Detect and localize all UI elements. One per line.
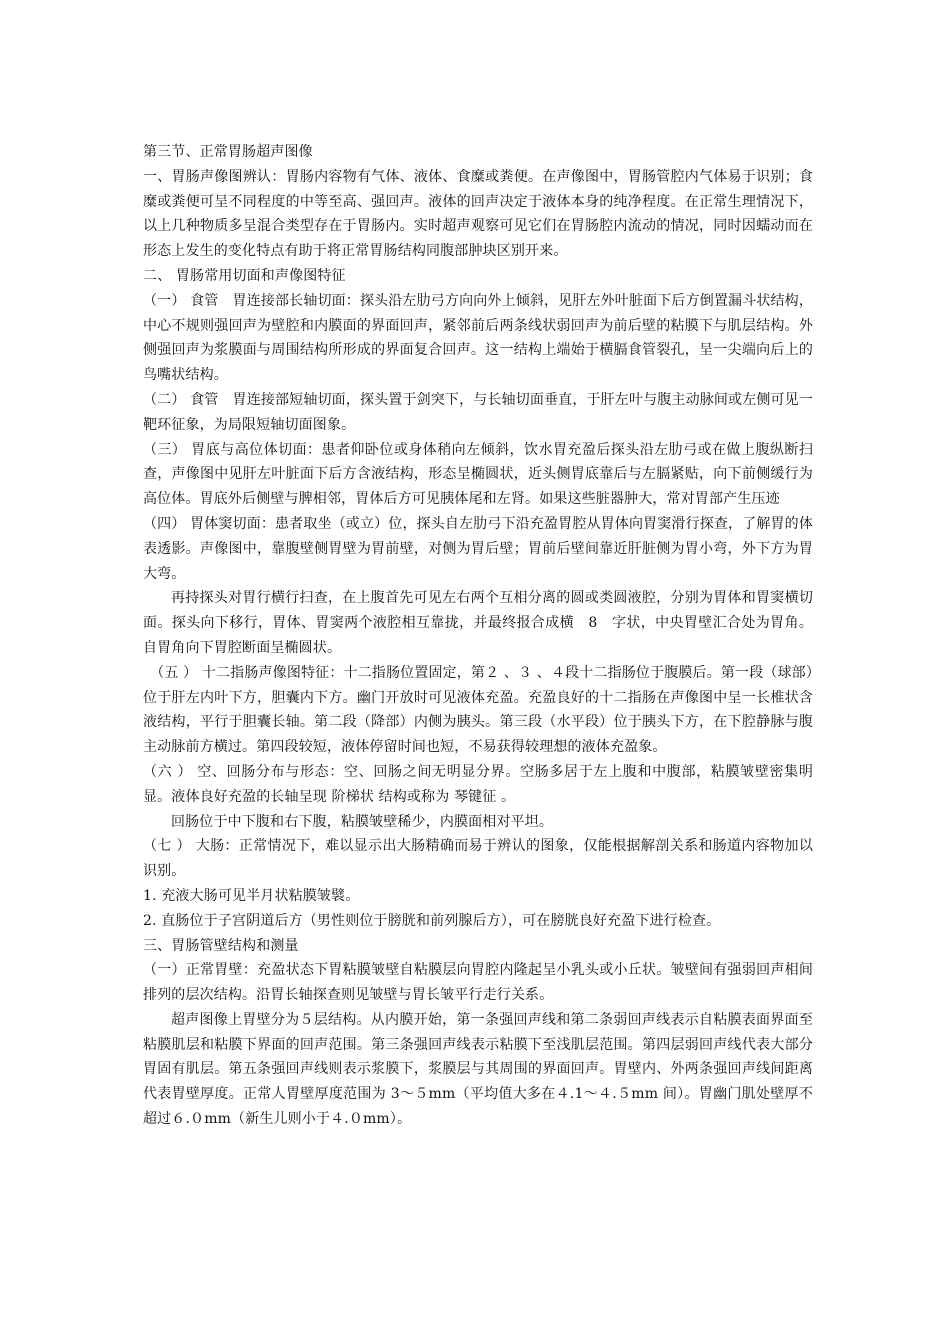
paragraph-normal-wall: （一）正常胃壁：充盈状态下胃粘膜皱壁自粘膜层向胃腔内隆起呈小乳头或小丘状。皱壁间有强弱回声相间排列的层次结构。沿胃长轴探查则见皱壁与胃长皱平行走行关系。 bbox=[143, 962, 813, 1004]
paragraph-item-7: （七 ） 大肠：正常情况下，难以显示出大肠精确而易于辨认的图象，仅能根据解剖关系和肠道内容物加以识别。 bbox=[143, 838, 813, 880]
paragraph-wall-layers: 超声图像上胃壁分为５层结构。从内膜开始，第一条强回声线和第二条弱回声线表示自粘膜表面界面至粘膜肌层和粘膜下界面的回声范围。第三条强回声线表示粘膜下至浅肌层范围。第四层弱回声线代表大部分胃固有肌层。第五条强回声线则表示浆膜下，浆膜层与其周围的界面回声。胃壁内、外两条强回声线间距离代表胃壁厚度。正常人胃壁厚度范围为 3～５mm（平均值大多在４.1～４.５mm 间）。胃幽门肌处壁厚不超过６.０mm（新生儿则小于４.０mm）。 bbox=[143, 1011, 813, 1128]
paragraph-recognition: 一、胃肠声像图辨认：胃肠内容物有气体、液体、食糜或粪便。在声像图中，胃肠管腔内气体易于识别；食糜或粪便可呈不同程度的中等至高、强回声。液体的回声决定于液体本身的纯净程度。在正常生理情况下，以上几种物质多呈混合类型存在于胃肠内。实时超声观察可见它们在胃肠腔内流动的情况，同时因蠕动而在形态上发生的变化特点有助于将正常胃肠结构同腹部肿块区别开来。 bbox=[143, 168, 813, 260]
paragraph-item-4-continued: 再持探头对胃行横行扫查，在上腹首先可见左右两个互相分离的圆或类圆液腔，分别为胃体和胃窦横切面。探头向下移行，胃体、胃窦两个液腔相互靠拢，并最终报合成横 8 字状，中央胃壁汇合处为胃角。自胃角向下胃腔断面呈椭圆状。 bbox=[143, 590, 813, 656]
heading-wall-structure: 三、胃肠管壁结构和测量 bbox=[143, 937, 299, 954]
list-item-1: 1. 充液大肠可见半月状粘膜皱襞。 bbox=[143, 887, 360, 904]
paragraph-item-3: （三） 胃底与高位体切面：患者仰卧位或身体稍向左倾斜，饮水胃充盈后探头沿左肋弓或在做上腹纵断扫查，声像图中见肝左叶脏面下后方含液结构，形态呈椭圆状，近头侧胃底靠后与左膈紧贴，向下前侧缓行为高位体。胃底外后侧壁与脾相邻，胃体后方可见胰体尾和左肾。如果这些脏器肿大，常对胃部产生压迹 bbox=[143, 441, 813, 508]
document-page bbox=[143, 140, 813, 1132]
heading-common-sections: 二、 胃肠常用切面和声像图特征 bbox=[143, 267, 346, 284]
paragraph-item-5: （五 ） 十二指肠声像图特征：十二指肠位置固定，第２ 、３ 、４段十二指肠位于腹膜后。第一段（球部）位于肝左内叶下方，胆囊内下方。幽门开放时可见液体充盈。充盈良好的十二指肠在声像图中呈一长椎状含液结构，平行于胆囊长轴。第二段（降部）内侧为胰头。第三段（水平段）位于胰头下方，在下腔静脉与腹主动脉前方横过。第四段较短，液体停留时间也短，不易获得较理想的液体充盈象。 bbox=[143, 664, 813, 756]
paragraph-item-1: （一） 食管 胃连接部长轴切面：探头沿左肋弓方向向外上倾斜，见肝左外叶脏面下后方倒置漏斗状结构，中心不规则强回声为壁腔和内膜面的界面回声，紧邻前后两条线状弱回声为前后壁的粘膜下与肌层结构。外侧强回声为浆膜面与周围结构所形成的界面复合回声。这一结构上端始于横膈食管裂孔，呈一尖端向后上的鸟嘴状结构。 bbox=[143, 292, 813, 384]
paragraph-item-4: （四） 胃体窦切面：患者取坐（或立）位，探头自左肋弓下沿充盈胃腔从胃体向胃窦滑行探查，了解胃的体表透影。声像图中，靠腹壁侧胃壁为胃前壁，对侧为胃后壁；胃前后壁间靠近肝脏侧为胃小弯，外下方为胃大弯。 bbox=[143, 515, 813, 582]
paragraph-item-6-continued: 回肠位于中下腹和右下腹，粘膜皱壁稀少，内膜面相对平坦。 bbox=[171, 813, 554, 830]
list-item-2: 2. 直肠位于子宫阴道后方（男性则位于膀胱和前列腺后方），可在膀胱良好充盈下进行检查。 bbox=[143, 912, 721, 929]
paragraph-item-6: （六 ） 空、回肠分布与形态：空、回肠之间无明显分界。空肠多居于左上腹和中腹部，粘膜皱壁密集明显。液体良好充盈的长轴呈现 阶梯状 结构或称为 琴键征 。 bbox=[143, 763, 813, 805]
paragraph-item-2: （二） 食管 胃连接部短轴切面，探头置于剑突下，与长轴切面垂直，于肝左叶与腹主动脉间或左侧可见一靶环征象，为局限短轴切面图象。 bbox=[143, 391, 813, 433]
section-title: 第三节、正常胃肠超声图像 bbox=[143, 144, 313, 160]
